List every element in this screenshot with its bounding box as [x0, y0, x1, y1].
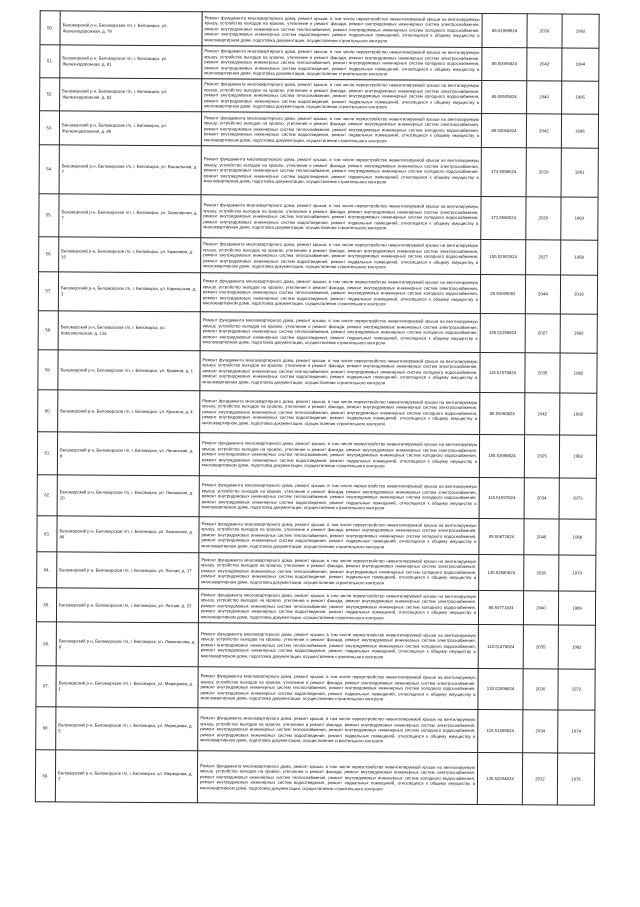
row-number: 55.	[39, 194, 59, 237]
planned-year-cell: 2030	[524, 555, 559, 591]
table-row	[38, 311, 597, 353]
row-number: 64.	[37, 552, 57, 588]
works-cell: Ремонт фундамента многоквартирного дома, ремонт крыши, в том числе переустройство невентилируемой крыши на вентилируемую крышу, устройство выходов на кровлю, утепление и ремонт фасада, ремонт внутридомовых инженерных систем электроснабжения, ремонт внутридомовых инженерных систем теплоснабжения, ремонт внутридомовых инженерных систем холодного водоснабжения, ремонт внутридомовых инженерных систем водоотведения, ремонт подвальных помещений, относящихся к общему имуществу в многоквартирном доме, подготовка документации, осуществление строительного контроля	[198, 589, 478, 625]
table-row	[38, 350, 597, 393]
table-row	[36, 707, 595, 753]
built-year-cell: 1976	[557, 753, 594, 805]
table-body	[35, 11, 599, 805]
row-number: 62.	[37, 475, 57, 516]
built-year-cell: 1996	[561, 114, 598, 148]
planned-year-cell: 2027	[526, 240, 561, 275]
planned-year-cell: 2027	[525, 314, 560, 353]
address-cell: Беломорский р-н, Беломорское г/п, г. Беломорск, ул. Карельская, д. 3	[58, 272, 200, 312]
row-number: 68.	[36, 707, 56, 750]
built-year-cell: 1962	[560, 314, 597, 353]
built-year-cell: 1958	[561, 240, 598, 275]
row-number: 66.	[36, 622, 56, 666]
built-year-cell: 1992	[562, 14, 599, 48]
row-number: 60.	[38, 390, 58, 432]
cost-cell: 135.52698824	[478, 668, 523, 709]
capital-repair-table	[35, 10, 600, 805]
table-row	[37, 516, 596, 555]
works-cell: Ремонт фундамента многоквартирного дома, ремонт крыши, в том числе переустройство невентилируемой крыши на вентилируемую крышу, устройство выходов на кровлю, утепление и ремонт фасада, ремонт внутридомовых инженерных систем электроснабжения, ремонт внутридомовых инженерных систем теплоснабжения, ремонт внутридомовых инженерных систем холодного водоснабжения, ремонт внутридомовых инженерных систем водоотведения, ремонт подвальных помещений, относящихся к общему имуществу в многоквартирном доме, подготовка документации, осуществление строительного контроля	[198, 708, 478, 753]
row-number: 67.	[36, 666, 56, 707]
works-cell: Ремонт фундамента многоквартирного дома, ремонт крыши, в том числе переустройство невентилируемой крыши на вентилируемую крышу, устройство выходов на кровлю, утепление и ремонт фасада, ремонт внутридомовых инженерных систем электроснабжения, ремонт внутридомовых инженерных систем теплоснабжения, ремонт внутридомовых инженерных систем холодного водоснабжения, ремонт внутридомовых инженерных систем водоотведения, ремонт подвальных помещений, относящихся к общему имуществу в многоквартирном доме, подготовка документации, осуществление строительного контроля	[199, 553, 479, 591]
built-year-cell: 1973	[559, 478, 596, 519]
works-cell: Ремонт фундамента многоквартирного дома, ремонт крыши, в том числе переустройство невентилируемой крыши на вентилируемую крышу, устройство выходов на кровлю, утепление и ремонт фасада, ремонт внутридомовых инженерных систем электроснабжения, ремонт внутридомовых инженерных систем теплоснабжения, ремонт внутридомовых инженерных систем холодного водоснабжения, ремонт внутридомовых инженерных систем водоотведения, ремонт подвальных помещений, относящихся к общему имуществу в многоквартирном доме, подготовка документации, осуществление строительного контроля	[199, 517, 479, 555]
row-number: 53.	[39, 111, 59, 145]
built-year-cell: 1995	[562, 81, 599, 114]
works-cell: Ремонт фундамента многоквартирного дома, ремонт крыши, в том числе переустройство невентилируемой крыши на вентилируемую крышу, устройство выходов на кровлю, утепление и ремонт фасада, ремонт внутридомовых инженерных систем электроснабжения, ремонт внутридомовых инженерных систем теплоснабжения, ремонт внутридомовых инженерных систем холодного водоснабжения, ремонт внутридомовых инженерных систем водоотведения, ремонт подвальных помещений, относящихся к общему имуществу в многоквартирном доме, подготовка документации, осуществление строительного контроля	[197, 751, 477, 805]
planned-year-cell: 2046	[524, 519, 559, 555]
planned-year-cell: 2020	[526, 197, 561, 240]
row-number: 63.	[37, 516, 57, 552]
works-cell: Ремонт фундамента многоквартирного дома, ремонт крыши, в том числе переустройство невентилируемой крыши на вентилируемую крышу, устройство выходов на кровлю, утепление и ремонт фасада, ремонт внутридомовых инженерных систем электроснабжения, ремонт внутридомовых инженерных систем теплоснабжения, ремонт внутридомовых инженерных систем холодного водоснабжения, ремонт внутридомовых инженерных систем водоотведения, ремонт подвальных помещений, относящихся к общему имуществу в многоквартирном доме, подготовка документации, осуществление строительного контроля	[198, 667, 478, 710]
works-cell: Ремонт фундамента многоквартирного дома, ремонт крыши, в том числе переустройство невентилируемой крыши на вентилируемую крышу, устройство выходов на кровлю, утепление и ремонт фасада, ремонт внутридомовых инженерных систем электроснабжения, ремонт внутридомовых инженерных систем теплоснабжения, ремонт внутридомовых инженерных систем холодного водоснабжения, ремонт внутридомовых инженерных систем водоотведения, ремонт подвальных помещений, относящихся к общему имуществу в многоквартирном доме, подготовка документации, осуществление строительного контроля	[200, 273, 480, 314]
address-cell: Беломорский р-н, Беломорское г/п, г. Беломорск, ул. Летная, д. 23	[56, 588, 198, 623]
table-row	[37, 552, 596, 591]
built-year-cell: 1970	[559, 555, 596, 591]
row-number: 54.	[39, 145, 59, 194]
works-cell: Ремонт фундамента многоквартирного дома, ремонт крыши, в том числе переустройство невентилируемой крыши на вентилируемую крышу, устройство выходов на кровлю, утепление и ремонт фасада, ремонт внутридомовых инженерных систем электроснабжения, ремонт внутридомовых инженерных систем теплоснабжения, ремонт внутридомовых инженерных систем холодного водоснабжения, ремонт внутридомовых инженерных систем водоотведения, ремонт подвальных помещений, относящихся к общему имуществу в многоквартирном доме, подготовка документации, осуществление строительного контроля	[198, 623, 478, 669]
row-number: 59.	[38, 350, 58, 390]
works-cell: Ремонт фундамента многоквартирного дома, ремонт крыши, в том числе переустройство невентилируемой крыши на вентилируемую крышу, устройство выходов на кровлю, утепление и ремонт фасада, ремонт внутридомовых инженерных систем электроснабжения, ремонт внутридомовых инженерных систем теплоснабжения, ремонт внутридомовых инженерных систем холодного водоснабжения, ремонт внутридомовых инженерных систем водоотведения, ремонт подвальных помещений, относящихся к общему имуществу в многоквартирном доме, подготовка документации, осуществление строительного контроля	[199, 433, 479, 478]
row-number: 56.	[39, 237, 59, 272]
planned-year-cell: 2044	[525, 275, 560, 314]
address-cell: Беломорский р-н, Беломорское г/п, г. Беломорск, ул. Комсомольская, д. 13а	[58, 311, 200, 351]
cost-cell: 85.50064824	[481, 113, 526, 147]
planned-year-cell: 2042	[526, 114, 561, 148]
table-row	[38, 272, 597, 314]
address-cell: Беломорский р-н, Беломорское г/п, г. Беломорск, ул. Железнодорожная, д. 81	[60, 45, 202, 79]
address-cell: Беломорский р-н, Беломорское г/п, г. Беломорск, ул. Мерецкова, д. 7	[55, 750, 197, 803]
cost-cell: 173.5598624	[481, 147, 526, 196]
table-row	[39, 145, 598, 197]
planned-year-cell: 2035	[523, 625, 558, 669]
works-cell: Ремонт фундамента многоквартирного дома, ремонт крыши, в том числе переустройство невентилируемой крыши на вентилируемую крышу, устройство выходов на кровлю, утепление и ремонт фасада, ремонт внутридомовых инженерных систем электроснабжения, ремонт внутридомовых инженерных систем теплоснабжения, ремонт внутридомовых инженерных систем холодного водоснабжения, ремонт внутридомовых инженерных систем водоотведения, ремонт подвальных помещений, относящихся к общему имуществу в многоквартирном доме, подготовка документации, осуществление строительного контроля	[201, 195, 481, 240]
table-row	[38, 390, 597, 435]
planned-year-cell: 2040	[527, 81, 562, 114]
works-cell: Ремонт фундамента многоквартирного дома, ремонт крыши, в том числе переустройство невентилируемой крыши на вентилируемую крышу, устройство выходов на кровлю, утепление и ремонт фасада, ремонт внутридомовых инженерных систем электроснабжения, ремонт внутридомовых инженерных систем теплоснабжения, ремонт внутридомовых инженерных систем холодного водоснабжения, ремонт внутридомовых инженерных систем водоотведения, ремонт подвальных помещений, относящихся к общему имуществу в многоквартирном доме, подготовка документации, осуществление строительного контроля	[201, 238, 481, 275]
built-year-cell: 1962	[559, 435, 596, 478]
address-cell: Беломорский р-н, Беломорское г/п, г. Беломорск, ул. Красина, д. 4	[58, 390, 200, 433]
planned-year-cell: 2035	[525, 353, 560, 393]
planned-year-cell: 2040	[523, 591, 558, 625]
cost-cell: 25.50059092	[480, 274, 525, 313]
works-cell: Ремонт фундамента многоквартирного дома, ремонт крыши, в том числе переустройство невентилируемой крыши на вентилируемую крышу, устройство выходов на кровлю, утепление и ремонт фасада, ремонт внутридомовых инженерных систем электроснабжения, ремонт внутридомовых инженерных систем теплоснабжения, ремонт внутридомовых инженерных систем холодного водоснабжения, ремонт внутридомовых инженерных систем водоотведения, ремонт подвальных помещений, относящихся к общему имуществу в многоквартирном доме, подготовка документации, осуществление строительного контроля	[202, 46, 482, 81]
cost-cell: 85.50771824	[478, 590, 523, 624]
built-year-cell: 1992	[560, 393, 597, 435]
table-row	[39, 194, 598, 240]
table-row	[40, 45, 599, 81]
built-year-cell: 1972	[558, 669, 595, 710]
address-cell: Беломорский р-н, Беломорское г/п, г. Беломорск, ул. Железнодорожная, д. 79	[60, 11, 202, 46]
planned-year-cell: 2039	[527, 14, 562, 48]
cost-cell: 155.52269824	[480, 313, 525, 352]
built-year-cell: 1961	[561, 148, 598, 197]
cost-cell: 173.5598024	[481, 196, 526, 239]
address-cell: Беломорский р-н, Беломорское г/п, г. Беломорск, ул. Каменева, д. 16	[59, 237, 201, 273]
works-cell: Ремонт фундамента многоквартирного дома, ремонт крыши, в том числе переустройство невентилируемой крыши на вентилируемую крышу, устройство выходов на кровлю, утепление и ремонт фасада, ремонт внутридомовых инженерных систем электроснабжения, ремонт внутридомовых инженерных систем теплоснабжения, ремонт внутридомовых инженерных систем холодного водоснабжения, ремонт внутридомовых инженерных систем водоотведения, ремонт подвальных помещений, относящихся к общему имуществу в многоквартирном доме, подготовка документации, осуществление строительного контроля	[202, 12, 482, 48]
works-cell: Ремонт фундамента многоквартирного дома, ремонт крыши, в том числе переустройство невентилируемой крыши на вентилируемую крышу, устройство выходов на кровлю, утепление и ремонт фасада, ремонт внутридомовых инженерных систем электроснабжения, ремонт внутридомовых инженерных систем теплоснабжения, ремонт внутридомовых инженерных систем холодного водоснабжения, ремонт внутридомовых инженерных систем водоотведения, ремонт подвальных помещений, относящихся к общему имуществу в многоквартирном доме, подготовка документации, осуществление строительного контроля	[201, 112, 481, 148]
planned-year-cell: 2019	[526, 148, 561, 197]
row-number: 58.	[38, 311, 58, 350]
address-cell: Беломорский р-н, Беломорское г/п, г. Беломорск, ул. Мерецкова, д. 5	[56, 707, 198, 751]
planned-year-cell: 2032	[522, 753, 557, 805]
cost-cell: 85.61998624	[482, 13, 527, 47]
table-row	[35, 750, 594, 805]
row-number: 57.	[38, 272, 58, 311]
works-cell: Ремонт фундамента многоквартирного дома, ремонт крыши, в том числе переустройство невентилируемой крыши на вентилируемую крышу, устройство выходов на кровлю, утепление и ремонт фасада, ремонт внутридомовых инженерных систем электроснабжения, ремонт внутридомовых инженерных систем теплоснабжения, ремонт внутридомовых инженерных систем холодного водоснабжения, ремонт внутридомовых инженерных систем водоотведения, ремонт подвальных помещений, относящихся к общему имуществу в многоквартирном доме, подготовка документации, осуществление строительного контроля	[200, 391, 480, 435]
works-cell: Ремонт фундамента многоквартирного дома, ремонт крыши, в том числе переустройство невентилируемой крыши на вентилируемую крышу, устройство выходов на кровлю, утепление и ремонт фасада, ремонт внутридомовых инженерных систем электроснабжения, ремонт внутридомовых инженерных систем теплоснабжения, ремонт внутридомовых инженерных систем холодного водоснабжения, ремонт внутридомовых инженерных систем водоотведения, ремонт подвальных помещений, относящихся к общему имуществу в многоквартирном доме, подготовка документации, осуществление строительного контроля	[199, 476, 479, 519]
works-cell: Ремонт фундамента многоквартирного дома, ремонт крыши, в том числе переустройство невентилируемой крыши на вентилируемую крышу, устройство выходов на кровлю, утепление и ремонт фасада, ремонт внутридомовых инженерных систем электроснабжения, ремонт внутридомовых инженерных систем теплоснабжения, ремонт внутридомовых инженерных систем холодного водоснабжения, ремонт внутридомовых инженерных систем водоотведения, ремонт подвальных помещений, относящихся к общему имуществу в многоквартирном доме, подготовка документации, осуществление строительного контроля	[200, 312, 480, 353]
planned-year-cell: 2034	[524, 478, 559, 519]
table-row	[39, 111, 598, 148]
table-row	[37, 475, 596, 519]
address-cell: Беломорский р-н, Беломорское г/п, г. Беломорск, ул. Ленинская, д. 8	[57, 432, 199, 476]
table-row	[36, 622, 595, 669]
works-cell: Ремонт фундамента многоквартирного дома, ремонт крыши, в том числе переустройство невентилируемой крыши на вентилируемую крышу, устройство выходов на кровлю, утепление и ремонт фасада, ремонт внутридомовых инженерных систем электроснабжения, ремонт внутридомовых инженерных систем теплоснабжения, ремонт внутридомовых инженерных систем холодного водоснабжения, ремонт внутридомовых инженерных систем водоотведения, ремонт подвальных помещений, относящихся к общему имуществу в многоквартирном доме, подготовка документации, осуществление строительного контроля	[202, 79, 482, 114]
works-cell: Ремонт фундамента многоквартирного дома, ремонт крыши, в том числе переустройство невентилируемой крыши на вентилируемую крышу, устройство выходов на кровлю, утепление и ремонт фасада, ремонт внутридомовых инженерных систем электроснабжения, ремонт внутридомовых инженерных систем теплоснабжения, ремонт внутридомовых инженерных систем холодного водоснабжения, ремонт внутридомовых инженерных систем водоотведения, ремонт подвальных помещений, относящихся к общему имуществу в многоквартирном доме, подготовка документации, осуществление строительного контроля	[201, 146, 481, 197]
address-cell: Беломорский р-н, Беломорское г/п, г. Беломорск, ул. Заполярная, д. 7	[59, 194, 201, 238]
table-row	[36, 666, 595, 710]
cost-cell: 85.50505824	[482, 80, 527, 113]
cost-cell: 155.52902624	[481, 239, 526, 274]
built-year-cell: 2016	[560, 275, 597, 314]
table-row	[40, 78, 599, 114]
cost-cell: 65.50872824	[479, 518, 524, 554]
built-year-cell: 1960	[561, 197, 598, 240]
address-cell: Беломорский р-н, Беломорское г/п, г. Беломорск, ул. Мерецкова, д. 1	[56, 666, 198, 708]
table-row	[36, 588, 595, 625]
address-cell: Беломорский р-н, Беломорское г/п, г. Беломорск, ул. Ломоносова, д. 8	[56, 622, 198, 667]
cost-cell: 115.51697824	[479, 477, 524, 518]
row-number: 65.	[36, 588, 56, 622]
address-cell: Беломорский р-н, Беломорское г/п, г. Беломорск, ул. Летная, д. 17	[57, 552, 199, 589]
built-year-cell: 1974	[558, 710, 595, 753]
table-row	[39, 237, 598, 275]
table-row	[40, 11, 599, 48]
address-cell: Беломорский р-н, Беломорское г/п, г. Беломорск, ул. Железнодорожная, д. 86	[59, 111, 201, 146]
row-number: 52.	[40, 78, 60, 111]
row-number: 50.	[40, 11, 60, 45]
built-year-cell: 1968	[559, 519, 596, 555]
address-cell: Беломорский р-н, Беломорское г/п, г. Беломорск, ул. Кравена, д. 1	[58, 350, 200, 391]
cost-cell: 85.50068824	[480, 392, 525, 434]
planned-year-cell: 2030	[523, 669, 558, 710]
planned-year-cell: 2034	[523, 710, 558, 753]
address-cell: Беломорский р-н, Беломорское г/п, г. Беломорск, ул. Ленинская, д. 10	[57, 475, 199, 517]
planned-year-cell: 2042	[525, 393, 560, 435]
built-year-cell: 1982	[558, 625, 595, 669]
planned-year-cell: 2042	[527, 48, 562, 81]
row-number: 69.	[35, 750, 55, 802]
cost-cell: 115.51578824	[480, 352, 525, 392]
row-number: 61.	[37, 432, 57, 475]
cost-cell: 85.50066824	[482, 47, 527, 80]
address-cell: Беломорский р-н, Беломорское г/п, г. Беломорск, ул. Вокзальная, д. 7	[59, 145, 201, 195]
row-number: 51.	[40, 45, 60, 78]
cost-cell: 115.51478824	[478, 624, 523, 668]
cost-cell: 135.52680824	[479, 554, 524, 590]
address-cell: Беломорский р-н, Беломорское г/п, г. Беломорск, ул. Ленинская, д. 49	[57, 516, 199, 553]
address-cell: Беломорский р-н, Беломорское г/п, г. Беломорск, ул. Железнодорожная, д. 83	[60, 78, 202, 112]
cost-cell: 155.53998824	[479, 434, 524, 477]
built-year-cell: 1982	[560, 353, 597, 393]
built-year-cell: 1994	[562, 48, 599, 81]
table-row	[37, 432, 596, 478]
works-cell: Ремонт фундамента многоквартирного дома, ремонт крыши, в том числе переустройство невентилируемой крыши на вентилируемую крышу, устройство выходов на кровлю, утепление и ремонт фасада, ремонт внутридомовых инженерных систем электроснабжения, ремонт внутридомовых инженерных систем теплоснабжения, ремонт внутридомовых инженерных систем холодного водоснабжения, ремонт внутридомовых инженерных систем водоотведения, ремонт подвальных помещений, относящихся к общему имуществу в многоквартирном доме, подготовка документации, осуществление строительного контроля	[200, 351, 480, 393]
cost-cell: 135.52004824	[477, 752, 522, 804]
planned-year-cell: 2025	[524, 435, 559, 478]
built-year-cell: 1989	[558, 591, 595, 625]
cost-cell: 115.51669824	[478, 709, 523, 752]
